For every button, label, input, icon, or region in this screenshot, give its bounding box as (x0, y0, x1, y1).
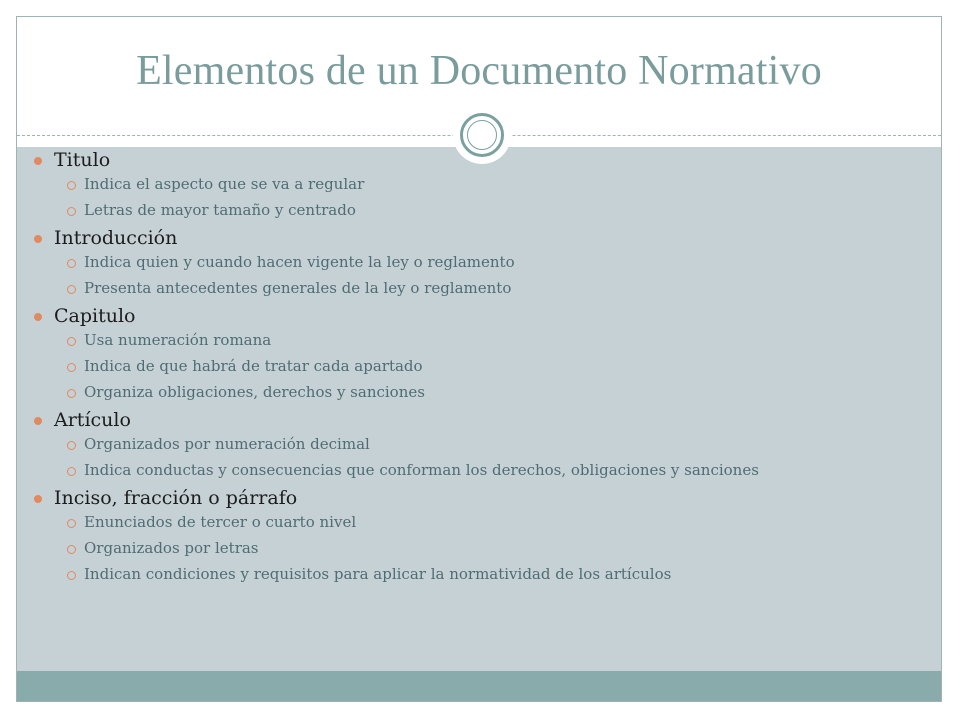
sub-bullet-circle-icon (67, 207, 76, 216)
sub-bullet (34, 252, 914, 278)
sub-bullet-circle-icon (67, 337, 76, 346)
sub-bullet (34, 200, 914, 226)
sub-bullet-text: Organizados por numeración decimal (84, 435, 370, 453)
sub-bullet-circle-icon (67, 571, 76, 580)
heading-text: Titulo (54, 149, 111, 171)
slide-title: Elementos de un Documento Normativo (136, 48, 822, 94)
sub-bullet (34, 382, 914, 408)
sub-bullet (34, 278, 914, 304)
heading-text: Inciso, fracción o párrafo (54, 487, 298, 509)
sub-bullet (34, 538, 914, 564)
sub-bullet-text: Indica el aspecto que se va a regular (84, 175, 365, 193)
sub-bullet (34, 174, 914, 200)
section-inciso (34, 486, 914, 590)
bullet-heading (34, 226, 914, 252)
footer-band (17, 671, 941, 702)
sub-bullet-text: Enunciados de tercer o cuarto nivel (84, 513, 357, 531)
sub-bullet-text: Indican condiciones y requisitos para aplicar la normatividad de los artículos (84, 565, 672, 583)
section-titulo (34, 148, 914, 226)
sub-bullet-circle-icon (67, 363, 76, 372)
sub-bullet-circle-icon (67, 285, 76, 294)
bullet-dot-icon (34, 495, 42, 503)
bullet-heading (34, 408, 914, 434)
sub-bullet-text: Organizados por letras (84, 539, 259, 557)
bullet-dot-icon (34, 313, 42, 321)
sub-bullet-text: Presenta antecedentes generales de la ley o reglamento (84, 279, 512, 297)
sub-bullet-circle-icon (67, 519, 76, 528)
sub-bullet-circle-icon (67, 181, 76, 190)
sub-bullet-circle-icon (67, 467, 76, 476)
bullet-heading (34, 148, 914, 174)
bullet-heading (34, 304, 914, 330)
heading-text: Capitulo (54, 305, 136, 327)
bullet-dot-icon (34, 417, 42, 425)
heading-text: Artículo (54, 409, 131, 431)
sub-bullet (34, 330, 914, 356)
circle-ornament-inner (467, 120, 497, 150)
sub-bullet (34, 434, 914, 460)
sub-bullet-circle-icon (67, 259, 76, 268)
sub-bullet (34, 512, 914, 538)
sub-bullet-circle-icon (67, 441, 76, 450)
sub-bullet (34, 564, 914, 590)
heading-text: Introducción (54, 227, 178, 249)
sub-bullet-text: Organiza obligaciones, derechos y sanciones (84, 383, 425, 401)
sub-bullet (34, 356, 914, 382)
bullet-list (34, 148, 914, 590)
sub-bullet-text: Indica de que habrá de tratar cada apartado (84, 357, 423, 375)
sub-bullet-text: Letras de mayor tamaño y centrado (84, 201, 356, 219)
section-articulo (34, 408, 914, 486)
section-capitulo (34, 304, 914, 408)
sub-bullet-text: Usa numeración romana (84, 331, 272, 349)
bullet-heading (34, 486, 914, 512)
bullet-dot-icon (34, 157, 42, 165)
bullet-dot-icon (34, 235, 42, 243)
sub-bullet-text: Indica quien y cuando hacen vigente la ley o reglamento (84, 253, 515, 271)
sub-bullet (34, 460, 914, 486)
sub-bullet-text: Indica conductas y consecuencias que conforman los derechos, obligaciones y sanciones (84, 461, 759, 479)
section-introduccion (34, 226, 914, 304)
sub-bullet-circle-icon (67, 389, 76, 398)
sub-bullet-circle-icon (67, 545, 76, 554)
